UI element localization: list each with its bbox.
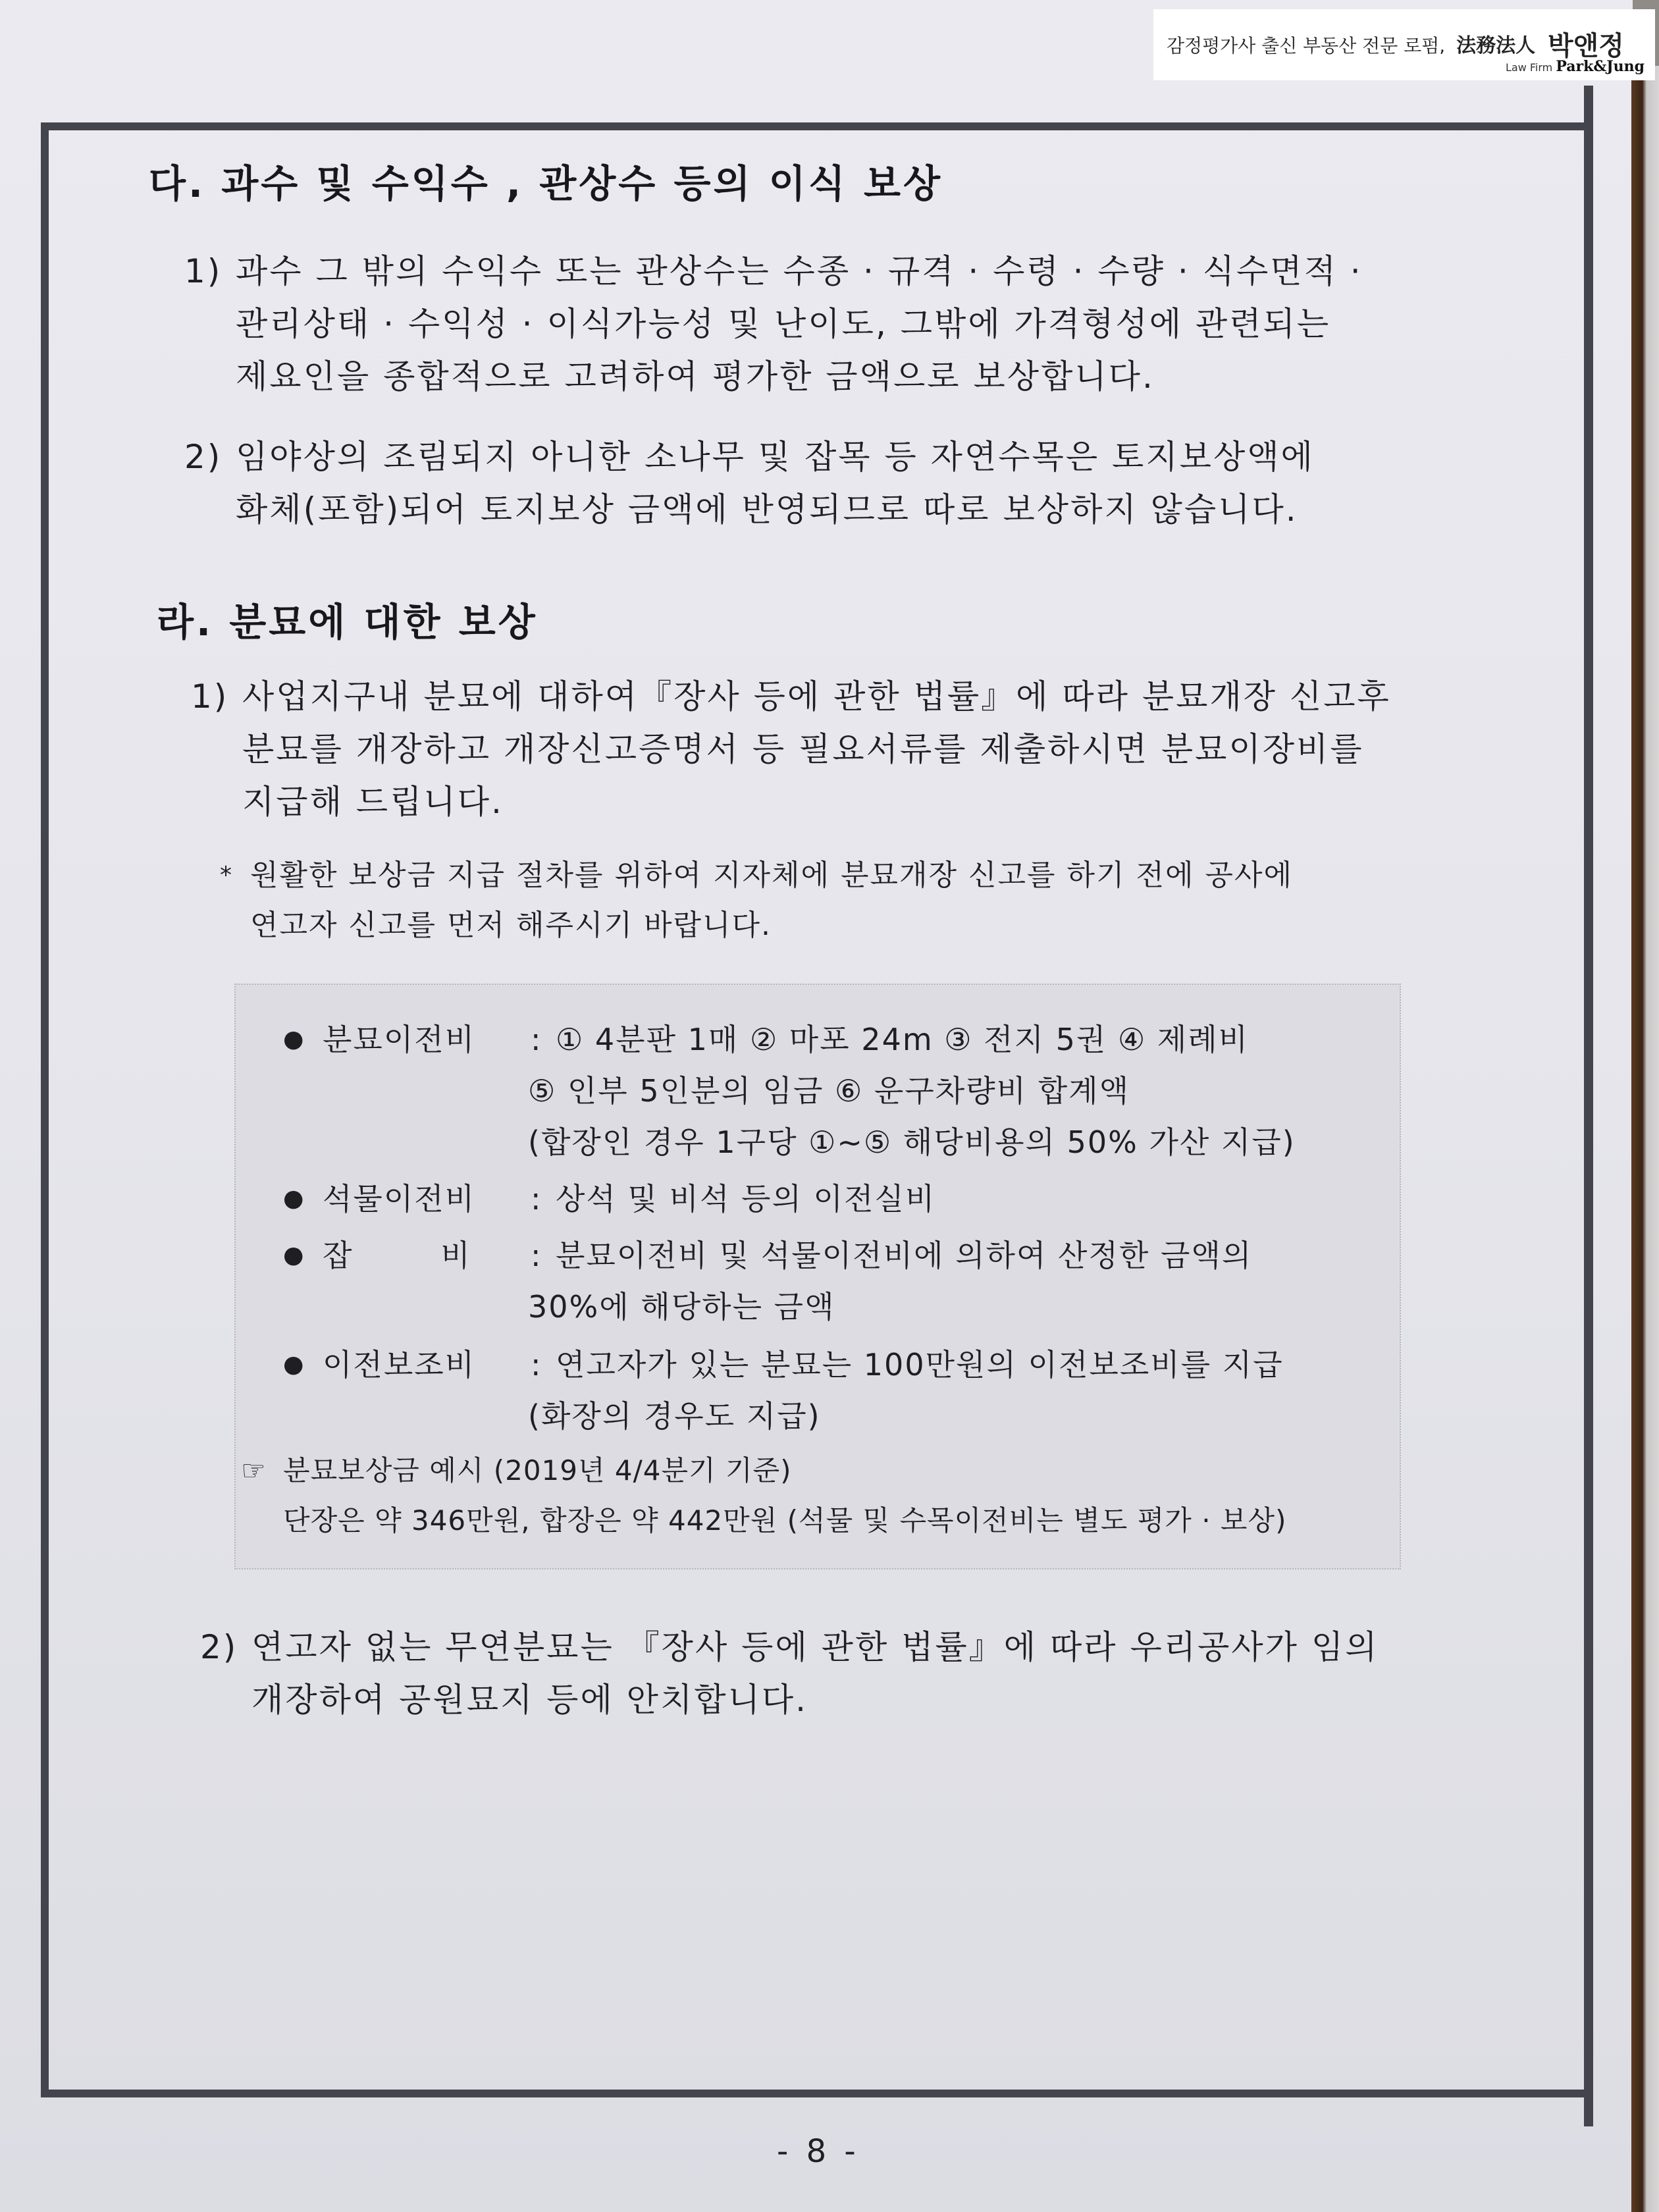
item-value: 연고자가 있는 분묘는 100만원의 이전보조비를 지급 [556, 1347, 1284, 1382]
item-value-continued: ⑤ 인부 5인분의 임금 ⑥ 운구차량비 합계액 [528, 1073, 1130, 1109]
paragraph-line: 임야상의 조림되지 아니한 소나무 및 잡목 등 자연수목은 토지보상액에 [236, 438, 1315, 476]
paragraph-line: 과수 그 밖의 수익수 또는 관상수는 수종 · 규격 · 수령 · 수량 · 식수면적 · [236, 252, 1363, 290]
item-value-continued: (합장인 경우 1구당 ①~⑤ 해당비용의 50% 가산 지급) [528, 1124, 1296, 1160]
bullet-icon: ● [283, 1026, 305, 1053]
item-colon: : [531, 1238, 542, 1273]
watermark-sub-prefix: Law Firm [1505, 61, 1556, 74]
item-colon: : [531, 1181, 542, 1217]
paragraph-line: 사업지구내 분묘에 대하여『장사 등에 관한 법률』에 따라 분묘개장 신고후 [242, 677, 1391, 716]
compensation-example [241, 1446, 1287, 1546]
note-line: 원활한 보상금 지급 절차를 위하여 지자체에 분묘개장 신고를 하기 전에 공사에 [250, 858, 1293, 892]
watermark-firm-name: 박앤정 [1548, 31, 1624, 61]
section-ra-paragraph-1 [191, 670, 1391, 828]
reporting-note [220, 851, 1293, 951]
section-ra-title: 라. 분묘에 대한 보상 [157, 600, 538, 645]
paragraph-number: 1) [184, 252, 223, 290]
watermark-sub-name: Park&Jung [1556, 58, 1645, 75]
page-number: - 8 - [777, 2133, 860, 2170]
paragraph-number: 2) [184, 438, 223, 476]
paragraph-line: 지급해 드립니다. [242, 783, 504, 821]
item-grave-relocation-cost [283, 1014, 1250, 1065]
watermark-firm: 法務法人 [1456, 34, 1536, 57]
item-value-continued: 30%에 해당하는 금액 [528, 1289, 835, 1325]
bullet-icon: ● [283, 1185, 305, 1212]
bullet-icon: ● [283, 1242, 305, 1269]
item-value-continued: (화장의 경우도 지급) [528, 1398, 821, 1434]
item-label: 분묘이전비 [323, 1022, 476, 1057]
item-value: 상석 및 비석 등의 이전실비 [556, 1181, 936, 1217]
paragraph-line: 개장하여 공원묘지 등에 안치합니다. [251, 1681, 808, 1719]
bullet-icon: ● [283, 1351, 305, 1378]
item-colon: : [531, 1347, 542, 1382]
item-miscellaneous-cost [283, 1230, 1253, 1281]
paragraph-line: 제요인을 종합적으로 고려하여 평가한 금액으로 보상합니다. [236, 357, 1155, 396]
paragraph-line: 화체(포함)되어 토지보상 금액에 반영되므로 따로 보상하지 않습니다. [236, 490, 1298, 529]
note-asterisk: * [220, 862, 233, 889]
paragraph-number: 2) [200, 1628, 238, 1666]
item-label: 이전보조비 [323, 1347, 476, 1382]
section-da-paragraph-2 [184, 431, 1315, 536]
item-value: ① 4분판 1매 ② 마포 24m ③ 전지 5권 ④ 제례비 [556, 1022, 1250, 1057]
item-label: 잡 비 [323, 1238, 471, 1273]
item-label: 석물이전비 [323, 1181, 476, 1217]
paragraph-line: 분묘를 개장하고 개장신고증명서 등 필요서류를 제출하시면 분묘이장비를 [242, 730, 1364, 768]
watermark-tagline: 감정평가사 출신 부동산 전문 로펌, [1167, 35, 1446, 57]
item-value: 분묘이전비 및 석물이전비에 의하여 산정한 금액의 [556, 1238, 1253, 1273]
paragraph-number: 1) [191, 677, 229, 716]
section-da-title: 다. 과수 및 수익수 , 관상수 등의 이식 보상 [149, 161, 943, 206]
example-line: 분묘보상금 예시 (2019년 4/4분기 기준) [283, 1454, 792, 1487]
paragraph-line: 관리상태 · 수익성 · 이식가능성 및 난이도, 그밖에 가격형성에 관련되는 [236, 305, 1331, 343]
section-ra-paragraph-2 [200, 1621, 1379, 1726]
section-da-paragraph-1 [184, 245, 1363, 403]
example-line: 단장은 약 346만원, 합장은 약 442만원 (석물 및 수목이전비는 별도 평가 · 보상) [283, 1504, 1287, 1537]
item-stone-relocation-cost [283, 1173, 936, 1224]
paragraph-line: 연고자 없는 무연분묘는 『장사 등에 관한 법률』에 따라 우리공사가 임의 [251, 1628, 1379, 1666]
next-page-edge [1631, 66, 1659, 2212]
note-line: 연고자 신고를 먼저 해주시기 바랍니다. [250, 908, 772, 942]
item-colon: : [531, 1022, 542, 1057]
item-relocation-subsidy [283, 1339, 1284, 1390]
pointing-hand-icon: ☞ [241, 1454, 267, 1487]
